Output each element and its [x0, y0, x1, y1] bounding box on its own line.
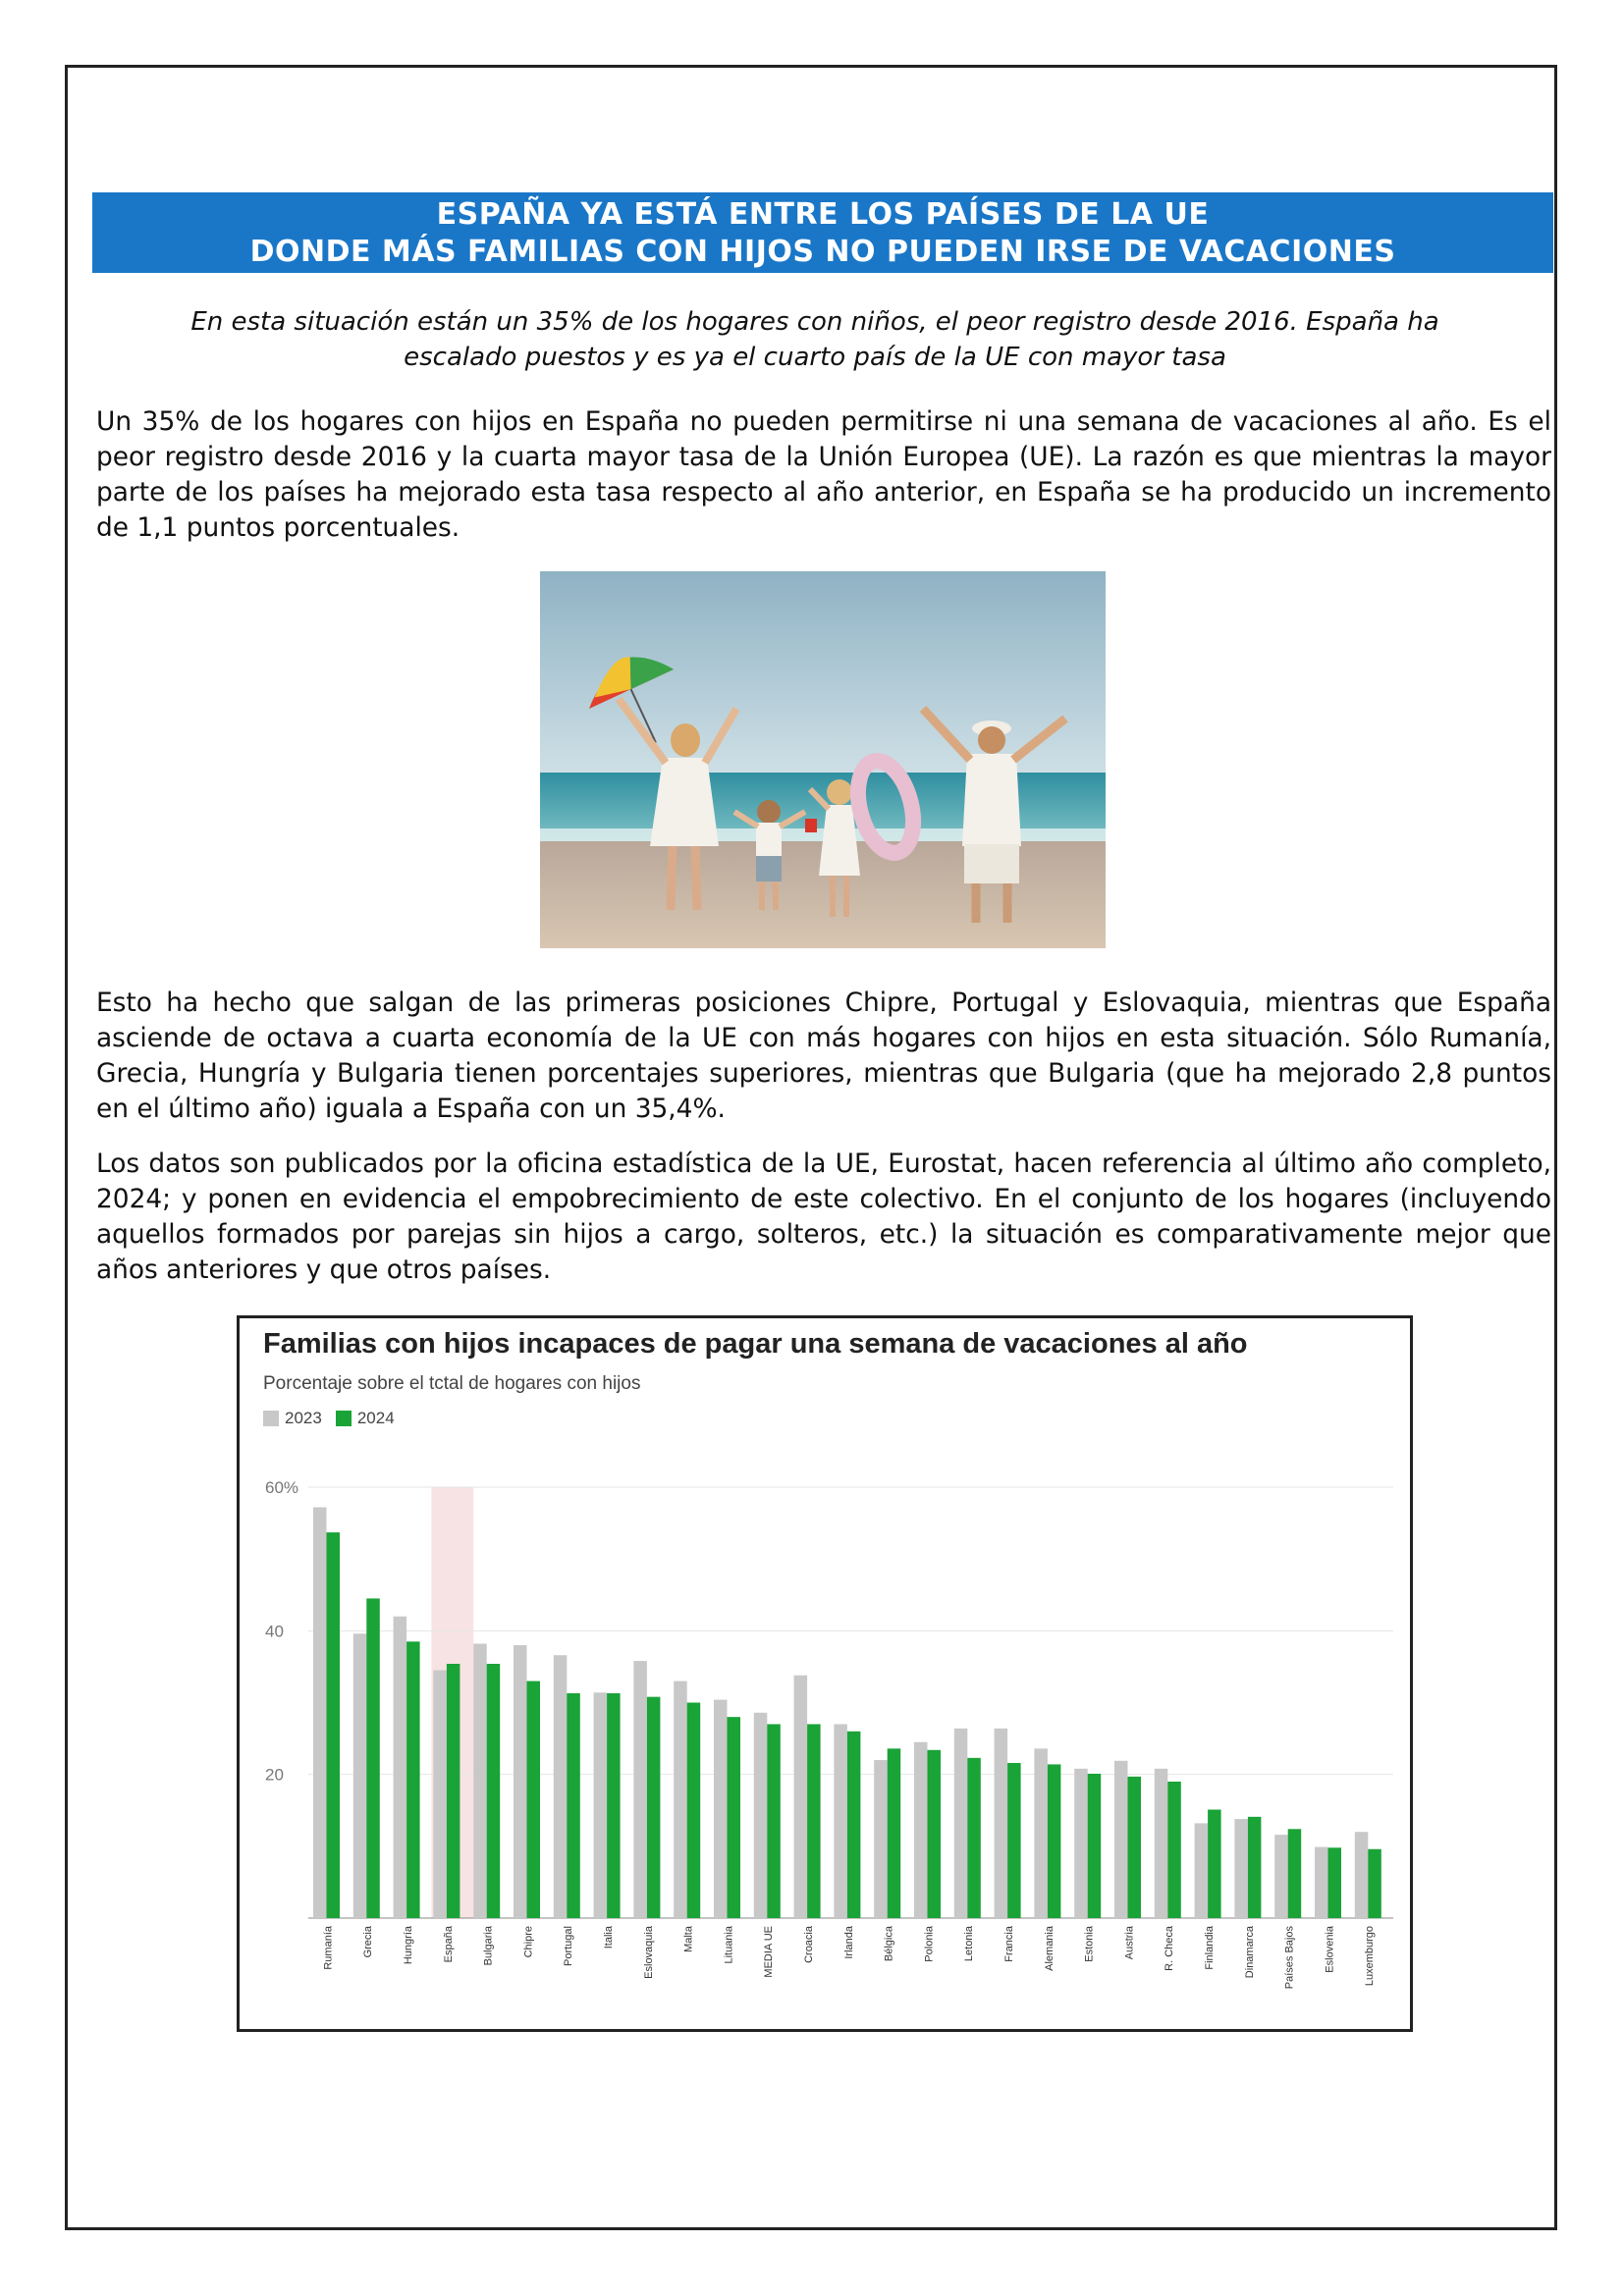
x-tick-label: MEDIA UE [763, 1926, 776, 1978]
bar-2024 [928, 1750, 942, 1918]
bar-2023 [874, 1760, 888, 1918]
bar-2023 [394, 1617, 407, 1918]
bar-2023 [914, 1742, 928, 1918]
bar-2023 [554, 1655, 568, 1918]
bar-2024 [767, 1724, 781, 1918]
bar-2024 [647, 1697, 661, 1918]
bar-2023 [1114, 1761, 1128, 1918]
x-tick-label: Portugal [563, 1926, 575, 1966]
bar-2023 [1315, 1847, 1328, 1918]
x-tick-label: Alemania [1043, 1926, 1056, 1971]
bar-2024 [1208, 1810, 1221, 1918]
y-tick-label: 60% [265, 1478, 299, 1497]
bar-2023 [1355, 1832, 1369, 1918]
x-tick-label: Bélgica [883, 1926, 895, 1962]
x-tick-label: Polonia [923, 1926, 936, 1962]
bar-2024 [567, 1693, 580, 1918]
bar-2023 [1034, 1748, 1048, 1918]
x-tick-label: Rumanía [322, 1926, 335, 1970]
bar-2023 [433, 1671, 447, 1918]
bar-chart [240, 1318, 1410, 2029]
bar-2024 [728, 1717, 741, 1918]
chart-subtitle: Porcentaje sobre el tctal de hogares con hijos [263, 1373, 641, 1394]
bar-2023 [594, 1692, 608, 1918]
chart-container [237, 1315, 1413, 2032]
bar-2023 [834, 1724, 847, 1918]
bar-2024 [406, 1641, 420, 1918]
chart-title: Familias con hijos incapaces de pagar una semana de vacaciones al año [263, 1328, 1248, 1360]
paragraph-eurostat: Los datos son publicados por la oficina estadística de la UE, Eurostat, hacen referencia al último año completo, 2024; y ponen en evidencia el empobrecimiento de este colectivo. En el conjunto de los hogares (incluyendo aquellos formados por parejas sin hijos a cargo, solteros, etc.) la situación es comparativamente mejor que años anteriores y que otros países. [96, 1148, 1551, 1285]
bar-2023 [1155, 1769, 1168, 1918]
bar-2024 [487, 1664, 501, 1918]
x-tick-label: Croacia [803, 1926, 816, 1963]
bar-2024 [1248, 1817, 1262, 1918]
bar-2024 [447, 1664, 460, 1918]
x-tick-label: Dinamarca [1243, 1926, 1256, 1979]
x-tick-label: Lituania [723, 1926, 735, 1964]
bar-2023 [473, 1644, 487, 1918]
x-tick-label: Chipre [522, 1926, 535, 1958]
y-tick-label: 40 [265, 1622, 284, 1641]
legend-label-2024: 2024 [356, 1409, 395, 1427]
x-tick-label: Italia [603, 1926, 616, 1949]
bar-2023 [714, 1700, 728, 1918]
bar-2023 [633, 1661, 647, 1918]
bar-2023 [313, 1507, 327, 1918]
x-tick-label: R. Checa [1164, 1926, 1176, 1971]
bar-2024 [888, 1748, 901, 1918]
bar-2023 [1195, 1823, 1209, 1918]
paragraph-intro: Un 35% de los hogares con hijos en España no pueden permitirse ni una semana de vacaciones al año. Es el peor registro desde 2016 y la cuarta mayor tasa de la Unión Europea (UE). La razón es que mientras la mayor parte de los países ha mejorado esta tasa respecto al año anterior, en España se ha producido un incremento de 1,1 puntos porcentuales. [96, 406, 1551, 543]
x-tick-label: Irlanda [842, 1926, 855, 1959]
bar-2024 [1368, 1849, 1381, 1918]
headline-banner [92, 192, 1553, 273]
bar-2024 [327, 1532, 341, 1918]
x-tick-label: Países Bajos [1283, 1926, 1296, 1990]
x-tick-label: Austria [1123, 1926, 1136, 1960]
bar-2023 [353, 1633, 367, 1918]
bar-2024 [807, 1724, 821, 1918]
legend-label-2023: 2023 [285, 1409, 322, 1427]
x-tick-label: Estonia [1083, 1926, 1096, 1962]
bar-2024 [366, 1598, 380, 1918]
bar-2024 [1007, 1763, 1021, 1918]
x-tick-label: Eslovaquia [642, 1926, 655, 1979]
headline-line-2: DONDE MÁS FAMILIAS CON HIJOS NO PUEDEN IRSE DE VACACIONES [249, 235, 1396, 269]
y-tick-label: 20 [265, 1765, 284, 1785]
bar-2023 [514, 1645, 527, 1918]
bar-2024 [527, 1682, 541, 1918]
x-tick-label: Hungría [403, 1926, 415, 1965]
bar-2023 [754, 1713, 768, 1918]
bar-2023 [995, 1729, 1008, 1918]
bar-2023 [1274, 1835, 1288, 1918]
bar-2024 [687, 1703, 701, 1919]
bar-2024 [1167, 1782, 1181, 1918]
x-tick-label: Grecia [362, 1926, 375, 1958]
bar-2024 [1328, 1847, 1342, 1918]
bar-2023 [1074, 1769, 1088, 1918]
bar-2023 [794, 1676, 808, 1918]
bar-2024 [1288, 1829, 1302, 1918]
x-tick-label: España [442, 1926, 455, 1963]
bar-2024 [847, 1732, 861, 1918]
bar-2024 [967, 1758, 981, 1918]
bar-2024 [1048, 1764, 1061, 1918]
bar-2023 [674, 1682, 687, 1918]
bar-2024 [607, 1693, 621, 1918]
x-tick-label: Eslovenia [1324, 1926, 1336, 1973]
headline-line-1: ESPAÑA YA ESTÁ ENTRE LOS PAÍSES DE LA UE [436, 197, 1210, 232]
x-tick-label: Bulgaria [482, 1926, 495, 1966]
x-tick-label: Malta [682, 1926, 695, 1952]
beach-family-photo [540, 571, 1106, 948]
x-tick-label: Finlandia [1204, 1926, 1217, 1970]
bar-2023 [1234, 1819, 1248, 1918]
x-tick-label: Luxemburgo [1364, 1926, 1377, 1987]
x-tick-label: Letonia [963, 1926, 976, 1962]
paragraph-ranking: Esto ha hecho que salgan de las primeras posiciones Chipre, Portugal y Eslovaquia, mientras que España asciende de octava a cuarta economía de la UE con más hogares con hijos en esta situación. Sólo Rumanía, Grecia, Hungría y Bulgaria tienen porcentajes superiores, mientras que Bulgaria (que ha mejorado 2,8 puntos en el último año) iguala a España con un 35,4%. [96, 988, 1551, 1124]
bar-2024 [1088, 1774, 1102, 1918]
bar-2023 [954, 1729, 968, 1918]
bar-2024 [1128, 1777, 1142, 1918]
x-tick-label: Francia [1003, 1926, 1016, 1962]
article-subtitle: En esta situación están un 35% de los hogares con niños, el peor registro desde 2016. España ha escalado puestos y es ya el cuarto país de la UE con mayor tasa [190, 307, 1439, 372]
